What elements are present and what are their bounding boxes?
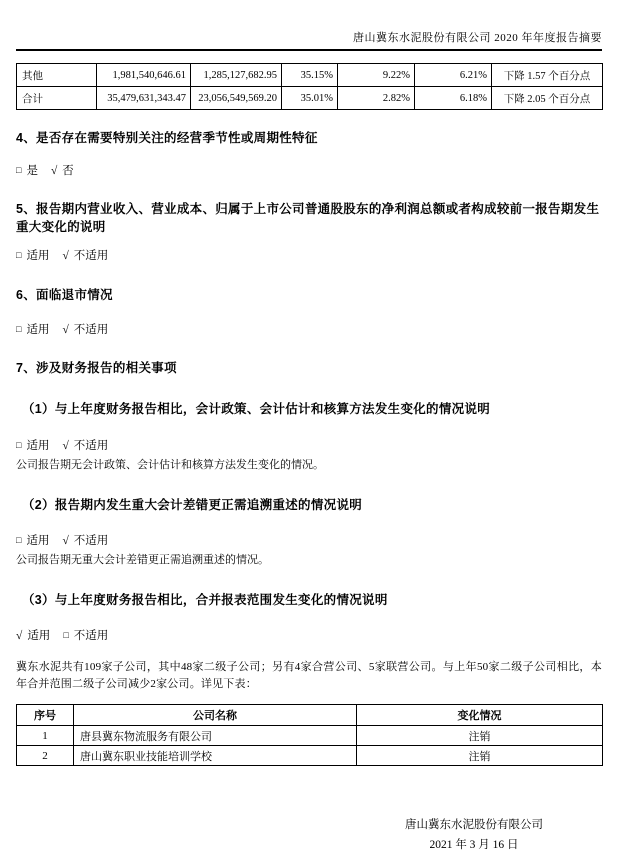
consolidation-scope-paragraph: 冀东水泥共有109家子公司，其中48家二级子公司；另有4家合营公司、5家联营公司。与上年50家二级子公司相比，本年合并范围二级子公司减少2家公司。详见下表： <box>16 661 602 690</box>
changes-cell-company: 唐山冀东职业技能培训学校 <box>74 746 357 766</box>
financial-summary-table <box>16 63 603 110</box>
choice-label-no: 否 <box>62 165 74 177</box>
choice-label-not-applicable: 不适用 <box>73 440 109 452</box>
choice-label-not-applicable: 不适用 <box>73 324 109 336</box>
summary-cell-revenue: 35,479,631,343.47 <box>97 87 191 110</box>
changes-header-company: 公司名称 <box>74 705 357 726</box>
choice-label-applicable: 适用 <box>26 440 50 452</box>
check-mark-icon: √ <box>62 440 69 452</box>
section5-title: 5、报告期内营业收入、营业成本、归属于上市公司普通股股东的净利润总额或者构成较前一报告期发生重大变化的说明 <box>16 202 600 234</box>
summary-cell-label: 合计 <box>17 87 97 110</box>
summary-cell-cost-change: 6.18% <box>415 87 492 110</box>
summary-cell-revenue-change: 9.22% <box>338 64 415 87</box>
subsidiary-changes-table <box>16 704 603 766</box>
choice-label-applicable: 适用 <box>26 324 50 336</box>
summary-cell-revenue-change: 2.82% <box>338 87 415 110</box>
summary-cell-cost: 1,285,127,682.95 <box>191 64 282 87</box>
section4-choice-line <box>16 164 602 178</box>
changes-cell-change: 注销 <box>357 746 603 766</box>
summary-cell-margin-change: 下降 1.57 个百分点 <box>492 64 603 87</box>
summary-row-other <box>17 64 603 87</box>
section7-2-title: （2）报告期内发生重大会计差错更正需追溯重述的情况说明 <box>22 498 363 512</box>
changes-cell-index: 1 <box>17 726 74 746</box>
choice-label-not-applicable: 不适用 <box>73 535 109 547</box>
choice-label-applicable: 适用 <box>27 630 51 642</box>
checkbox-unchecked-icon: □ <box>16 324 22 334</box>
page-header-title: 唐山冀东水泥股份有限公司 2020 年年度报告摘要 <box>353 32 602 44</box>
changes-table-header-row <box>17 705 603 726</box>
section7-2-choice-line <box>16 534 602 548</box>
section7-3-choice-line <box>16 629 602 643</box>
check-mark-icon: √ <box>50 165 58 177</box>
checkbox-unchecked-icon: □ <box>16 535 22 545</box>
choice-label-not-applicable: 不适用 <box>73 630 109 642</box>
summary-cell-cost-change: 6.21% <box>415 64 492 87</box>
summary-cell-margin: 35.15% <box>282 64 338 87</box>
checkbox-unchecked-icon: □ <box>16 440 22 450</box>
checkbox-unchecked-icon: □ <box>63 630 69 640</box>
summary-row-total <box>17 87 603 110</box>
choice-label-not-applicable: 不适用 <box>73 250 109 262</box>
section5-choice-line <box>16 249 602 263</box>
checkbox-unchecked-icon: □ <box>16 165 22 175</box>
check-mark-icon: √ <box>62 535 69 547</box>
summary-cell-cost: 23,056,549,569.20 <box>191 87 282 110</box>
section6-choice-line <box>16 323 602 337</box>
section7-title: 7、涉及财务报告的相关事项 <box>16 361 177 375</box>
changes-table-row <box>17 726 603 746</box>
check-mark-icon: √ <box>16 630 23 642</box>
section7-2-note: 公司报告期无重大会计差错更正需追溯重述的情况。 <box>16 554 269 566</box>
signature-block <box>349 815 599 855</box>
changes-header-change: 变化情况 <box>357 705 603 726</box>
summary-cell-label: 其他 <box>17 64 97 87</box>
section7-1-choice-line <box>16 439 602 453</box>
changes-cell-index: 2 <box>17 746 74 766</box>
checkbox-unchecked-icon: □ <box>16 250 22 260</box>
section4-title: 4、是否存在需要特别关注的经营季节性或周期性特征 <box>16 131 318 145</box>
summary-cell-margin-change: 下降 2.05 个百分点 <box>492 87 603 110</box>
header-divider <box>16 49 602 51</box>
changes-cell-company: 唐县冀东物流服务有限公司 <box>74 726 357 746</box>
summary-cell-revenue: 1,981,540,646.61 <box>97 64 191 87</box>
signature-date: 2021 年 3 月 16 日 <box>429 839 519 851</box>
changes-cell-change: 注销 <box>357 726 603 746</box>
section7-1-note: 公司报告期无会计政策、会计估计和核算方法发生变化的情况。 <box>16 459 324 471</box>
check-mark-icon: √ <box>62 250 69 262</box>
signature-company: 唐山冀东水泥股份有限公司 <box>405 819 543 831</box>
choice-label-yes: 是 <box>26 165 38 177</box>
section7-1-title: （1）与上年度财务报告相比，会计政策、会计估计和核算方法发生变化的情况说明 <box>22 402 491 416</box>
choice-label-applicable: 适用 <box>26 535 50 547</box>
section7-3-title: （3）与上年度财务报告相比，合并报表范围发生变化的情况说明 <box>22 593 388 607</box>
summary-cell-margin: 35.01% <box>282 87 338 110</box>
changes-header-index: 序号 <box>17 705 74 726</box>
choice-label-applicable: 适用 <box>26 250 50 262</box>
section6-title: 6、面临退市情况 <box>16 288 113 302</box>
changes-table-row <box>17 746 603 766</box>
check-mark-icon: √ <box>62 324 69 336</box>
